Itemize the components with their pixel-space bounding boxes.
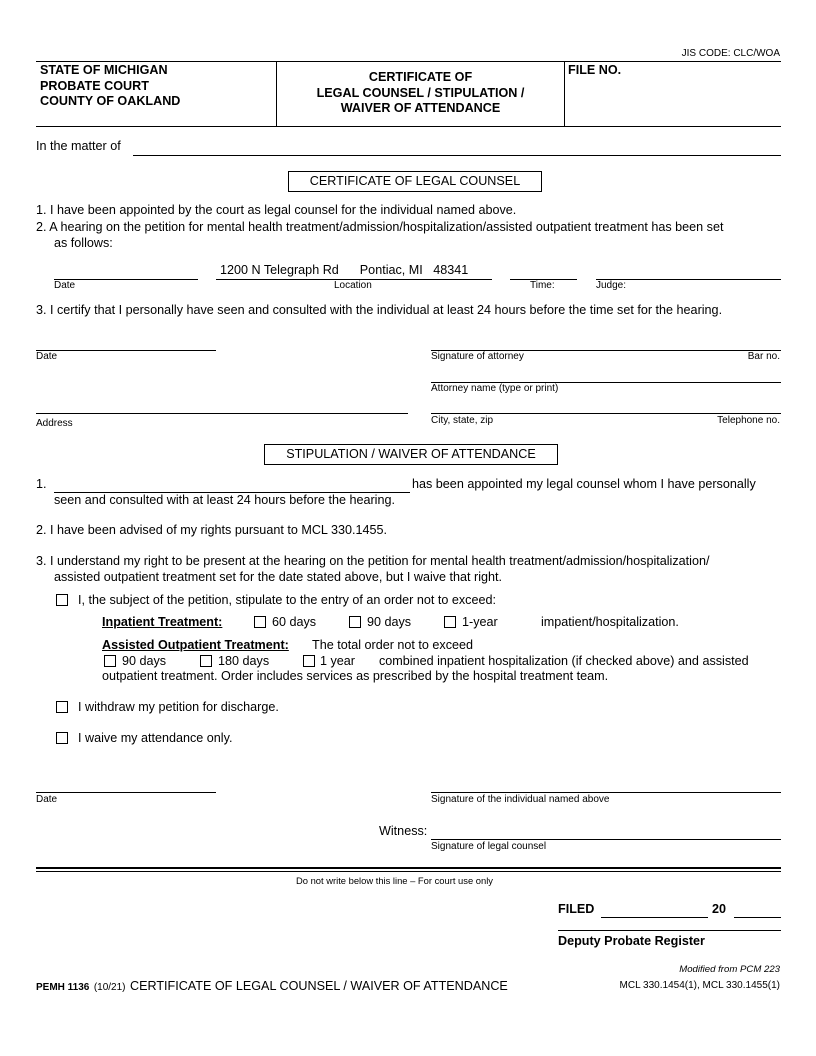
form-date: (10/21) [93, 982, 126, 993]
stipulation-item-3: 3. I understand my right to be present at the hearing on the petition for mental health treatment/admission/hospitalization/ [36, 554, 710, 568]
address-line [36, 413, 408, 414]
header-top-rule [36, 61, 781, 62]
form-title: CERTIFICATE OF LEGAL COUNSEL / STIPULATION / WAIVER OF ATTENDANCE [316, 70, 525, 115]
inpatient-1year-label: 1-year [462, 615, 498, 629]
individual-date-line [36, 792, 216, 793]
inpatient-suffix: impatient/hospitalization. [541, 615, 679, 629]
matter-line [133, 155, 781, 156]
certificate-item-1: 1. I have been appointed by the court as legal counsel for the individual named above. [36, 203, 517, 217]
aot-180-label: 180 days [218, 654, 270, 668]
attorney-signature-label: Signature of attorney [431, 351, 524, 362]
city-label: City, state, zip [431, 415, 494, 426]
stipulation-item-3-cont: assisted outpatient treatment set for the date stated above, but I waive that right. [54, 570, 503, 584]
court-use-rule-1 [36, 867, 781, 869]
inpatient-90-checkbox[interactable] [349, 616, 361, 628]
form-name: CERTIFICATE OF LEGAL COUNSEL / WAIVER OF ATTENDANCE [129, 979, 508, 993]
stipulation-item-1-num: 1. [36, 477, 47, 491]
header-divider-2 [564, 61, 565, 126]
individual-date-label: Date [36, 794, 58, 805]
deputy-line [558, 930, 781, 931]
hearing-location-label: Location [334, 280, 372, 291]
witness-signature-label: Signature of legal counsel [431, 841, 547, 852]
stipulate-checkbox[interactable] [56, 594, 68, 606]
filed-date-line [601, 917, 708, 918]
footer-form-id [36, 977, 508, 995]
inpatient-label: Inpatient Treatment: [102, 615, 223, 629]
witness-label: Witness: [379, 824, 428, 838]
waive-text: I waive my attendance only. [78, 731, 233, 745]
attorney-date-line [36, 350, 216, 351]
city-line [431, 413, 781, 414]
waive-checkbox[interactable] [56, 732, 68, 744]
aot-1year-label: 1 year [320, 654, 356, 668]
aot-text: The total order not to exceed [312, 638, 474, 652]
hearing-judge-label: Judge: [596, 280, 627, 291]
stipulation-section-title: STIPULATION / WAIVER OF ATTENDANCE [264, 444, 558, 465]
aot-90-checkbox[interactable] [104, 655, 116, 667]
address-label: Address [36, 418, 73, 429]
aot-combined-text: combined inpatient hospitalization (if checked above) and assisted [379, 654, 749, 668]
stipulation-item-2: 2. I have been advised of my rights pursuant to MCL 330.1455. [36, 523, 387, 537]
form-code: PEMH 1136 [36, 982, 90, 993]
attorney-date-label: Date [36, 351, 58, 362]
stipulation-item-1-text: has been appointed my legal counsel whom I have personally [412, 477, 756, 491]
hearing-date-line [54, 279, 198, 280]
certificate-item-2: 2. A hearing on the petition for mental health treatment/admission/hospitalization/assisted outpatient treatment has been set [36, 220, 724, 234]
stipulation-item-1-cont: seen and consulted with at least 24 hours before the hearing. [54, 493, 395, 507]
filed-year-prefix: 20 [712, 902, 727, 916]
stipulate-text: I, the subject of the petition, stipulate to the entry of an order not to exceed: [78, 593, 496, 607]
filed-label: FILED [558, 902, 595, 916]
individual-signature-label: Signature of the individual named above [431, 794, 610, 805]
hearing-location-value[interactable]: 1200 N Telegraph Rd Pontiac, MI 48341 [220, 263, 469, 277]
header-bottom-rule [36, 126, 781, 127]
individual-signature-line [431, 792, 781, 793]
hearing-time-label: Time: [530, 280, 555, 291]
filed-year-line [734, 917, 781, 918]
withdraw-checkbox[interactable] [56, 701, 68, 713]
certificate-section-title: CERTIFICATE OF LEGAL COUNSEL [288, 171, 542, 192]
aot-1year-checkbox[interactable] [303, 655, 315, 667]
court-name: STATE OF MICHIGAN PROBATE COURT COUNTY OF OAKLAND [40, 63, 181, 108]
witness-signature-line [431, 839, 781, 840]
court-use-rule-2 [36, 871, 781, 872]
inpatient-90-label: 90 days [367, 615, 412, 629]
aot-label: Assisted Outpatient Treatment: [102, 638, 289, 652]
certificate-item-2-cont: as follows: [54, 236, 113, 250]
hearing-date-label: Date [54, 280, 76, 291]
telephone-label: Telephone no. [717, 415, 780, 426]
inpatient-60-checkbox[interactable] [254, 616, 266, 628]
inpatient-60-label: 60 days [272, 615, 317, 629]
court-use-notice: Do not write below this line – For court use only [296, 875, 493, 886]
file-no-label: FILE NO. [568, 63, 622, 77]
withdraw-text: I withdraw my petition for discharge. [78, 700, 279, 714]
aot-180-checkbox[interactable] [200, 655, 212, 667]
jis-code: JIS CODE: CLC/WOA [681, 48, 780, 59]
certificate-item-3: 3. I certify that I personally have seen and consulted with the individual at least 24 hours before the time set for the hearing. [36, 303, 723, 317]
bar-no-label: Bar no. [747, 351, 780, 362]
aot-text-cont: outpatient treatment. Order includes services as prescribed by the hospital treatment team. [102, 669, 609, 683]
matter-label: In the matter of [36, 139, 121, 153]
aot-90-label: 90 days [122, 654, 167, 668]
mcl-reference: MCL 330.1454(1), MCL 330.1455(1) [619, 980, 780, 991]
modified-note: Modified from PCM 223 [679, 964, 780, 975]
attorney-name-label: Attorney name (type or print) [431, 383, 559, 394]
deputy-label: Deputy Probate Register [558, 934, 705, 948]
inpatient-1year-checkbox[interactable] [444, 616, 456, 628]
